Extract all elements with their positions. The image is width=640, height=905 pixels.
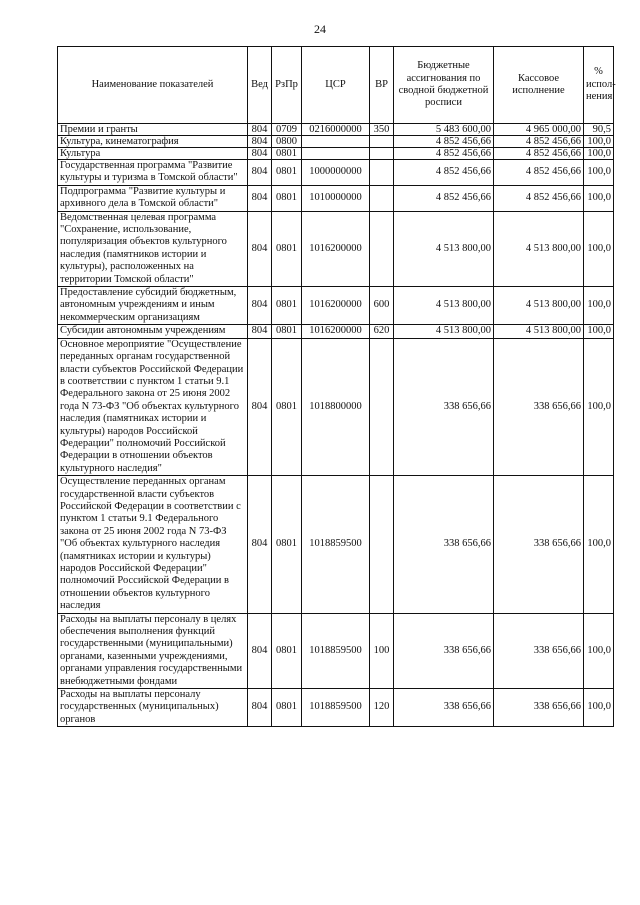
- cell-vr: [370, 476, 394, 613]
- cell-budget: 4 513 800,00: [394, 325, 494, 338]
- header-vr: ВР: [370, 47, 394, 124]
- cell-cash: 4 852 456,66: [494, 185, 584, 211]
- cell-cash: 338 656,66: [494, 476, 584, 613]
- cell-rzpr: 0801: [272, 211, 302, 286]
- cell-rzpr: 0800: [272, 136, 302, 148]
- cell-name: Осуществление переданных органам государственной власти субъектов Российской Федерации в соответствии с пунктом 1 статьи 9.1 Федерального закона от 25 июня 2002 года N 73-ФЗ "Об объектах культурного наследия (памятниках истории и культуры) народов Российской Федерации" полномочий Российской Федерации в отношении объектов культурного наследия: [58, 476, 248, 613]
- cell-ved: 804: [248, 613, 272, 688]
- header-csr: ЦСР: [302, 47, 370, 124]
- cell-vr: 350: [370, 124, 394, 136]
- cell-name: Расходы на выплаты персоналу в целях обеспечения выполнения функций государственными (муниципальными) органами, казенными учреждениями, органами управления государственными внебюджетными фондами: [58, 613, 248, 688]
- cell-vr: [370, 136, 394, 148]
- header-rzpr: РзПр: [272, 47, 302, 124]
- cell-ved: 804: [248, 124, 272, 136]
- cell-csr: 1018800000: [302, 338, 370, 475]
- cell-name: Основное мероприятие "Осуществление переданных органам государственной власти субъектов Российской Федерации в соответствии с пунктом 1 статьи 9.1 Федерального закона от 25 июня 2002 года N 73-ФЗ "Об объектах культурного наследия (памятниках истории и культуры) народов Российской Федерации" полномочий Российской Федерации в отношении объектов культурного наследия": [58, 338, 248, 475]
- cell-ved: 804: [248, 136, 272, 148]
- cell-cash: 4 513 800,00: [494, 287, 584, 325]
- cell-rzpr: 0801: [272, 689, 302, 727]
- table-row: [58, 476, 614, 613]
- cell-pct: 100,0: [584, 613, 614, 688]
- cell-csr: 1016200000: [302, 287, 370, 325]
- cell-budget: 338 656,66: [394, 689, 494, 727]
- cell-pct: 100,0: [584, 476, 614, 613]
- cell-csr: 1000000000: [302, 160, 370, 186]
- table-row: [58, 160, 614, 186]
- cell-rzpr: 0709: [272, 124, 302, 136]
- cell-ved: 804: [248, 148, 272, 160]
- cell-csr: [302, 136, 370, 148]
- cell-name: Субсидии автономным учреждениям: [58, 325, 248, 338]
- header-budget: Бюджетные ассигнования по сводной бюджетной росписи: [394, 47, 494, 124]
- table-row: [58, 136, 614, 148]
- table-row: [58, 689, 614, 727]
- cell-cash: 4 513 800,00: [494, 211, 584, 286]
- cell-name: Подпрограмма "Развитие культуры и архивного дела в Томской области": [58, 185, 248, 211]
- budget-execution-table: [57, 46, 614, 727]
- table-row: [58, 287, 614, 325]
- header-pct: % испол-нения: [584, 47, 614, 124]
- table-row: [58, 148, 614, 160]
- cell-vr: [370, 185, 394, 211]
- cell-budget: 4 852 456,66: [394, 160, 494, 186]
- cell-cash: 4 852 456,66: [494, 160, 584, 186]
- cell-name: Ведомственная целевая программа "Сохранение, использование, популяризация объектов культурного наследия (памятников истории и культуры), расположенных на территории Томской области": [58, 211, 248, 286]
- cell-ved: 804: [248, 160, 272, 186]
- cell-csr: 1018859500: [302, 613, 370, 688]
- cell-rzpr: 0801: [272, 148, 302, 160]
- table-row: [58, 124, 614, 136]
- cell-name: Расходы на выплаты персоналу государственных (муниципальных) органов: [58, 689, 248, 727]
- cell-pct: 100,0: [584, 338, 614, 475]
- cell-cash: 4 965 000,00: [494, 124, 584, 136]
- cell-vr: 620: [370, 325, 394, 338]
- cell-ved: 804: [248, 325, 272, 338]
- page-number: 24: [314, 22, 326, 36]
- cell-vr: 100: [370, 613, 394, 688]
- cell-name: Премии и гранты: [58, 124, 248, 136]
- cell-pct: 100,0: [584, 160, 614, 186]
- cell-ved: 804: [248, 185, 272, 211]
- header-name: Наименование показателей: [58, 47, 248, 124]
- cell-csr: 1018859500: [302, 689, 370, 727]
- cell-pct: 100,0: [584, 211, 614, 286]
- cell-budget: 338 656,66: [394, 338, 494, 475]
- table-row: [58, 185, 614, 211]
- table-header-row: [58, 47, 614, 124]
- cell-pct: 100,0: [584, 185, 614, 211]
- cell-vr: [370, 160, 394, 186]
- cell-budget: 4 852 456,66: [394, 136, 494, 148]
- cell-ved: 804: [248, 689, 272, 727]
- cell-csr: [302, 148, 370, 160]
- table-row: [58, 211, 614, 286]
- cell-pct: 100,0: [584, 136, 614, 148]
- cell-budget: 5 483 600,00: [394, 124, 494, 136]
- cell-cash: 338 656,66: [494, 689, 584, 727]
- cell-csr: 1016200000: [302, 211, 370, 286]
- cell-name: Предоставление субсидий бюджетным, автономным учреждениям и иным некоммерческим организациям: [58, 287, 248, 325]
- cell-budget: 338 656,66: [394, 613, 494, 688]
- cell-pct: 100,0: [584, 287, 614, 325]
- cell-cash: 4 852 456,66: [494, 148, 584, 160]
- cell-csr: 0216000000: [302, 124, 370, 136]
- cell-rzpr: 0801: [272, 160, 302, 186]
- cell-pct: 100,0: [584, 689, 614, 727]
- cell-vr: [370, 211, 394, 286]
- cell-ved: 804: [248, 476, 272, 613]
- cell-budget: 4 513 800,00: [394, 211, 494, 286]
- cell-csr: 1018859500: [302, 476, 370, 613]
- cell-name: Культура: [58, 148, 248, 160]
- header-cash: Кассовое исполнение: [494, 47, 584, 124]
- cell-name: Культура, кинематография: [58, 136, 248, 148]
- cell-budget: 4 852 456,66: [394, 148, 494, 160]
- header-ved: Вед: [248, 47, 272, 124]
- cell-rzpr: 0801: [272, 338, 302, 475]
- cell-pct: 90,5: [584, 124, 614, 136]
- cell-csr: 1010000000: [302, 185, 370, 211]
- cell-rzpr: 0801: [272, 185, 302, 211]
- cell-budget: 338 656,66: [394, 476, 494, 613]
- cell-budget: 4 513 800,00: [394, 287, 494, 325]
- cell-cash: 4 513 800,00: [494, 325, 584, 338]
- cell-csr: 1016200000: [302, 325, 370, 338]
- cell-ved: 804: [248, 287, 272, 325]
- cell-budget: 4 852 456,66: [394, 185, 494, 211]
- cell-ved: 804: [248, 211, 272, 286]
- cell-cash: 338 656,66: [494, 338, 584, 475]
- cell-rzpr: 0801: [272, 613, 302, 688]
- cell-cash: 4 852 456,66: [494, 136, 584, 148]
- cell-pct: 100,0: [584, 325, 614, 338]
- cell-vr: [370, 148, 394, 160]
- table-row: [58, 325, 614, 338]
- cell-name: Государственная программа "Развитие культуры и туризма в Томской области": [58, 160, 248, 186]
- cell-ved: 804: [248, 338, 272, 475]
- cell-vr: 600: [370, 287, 394, 325]
- cell-pct: 100,0: [584, 148, 614, 160]
- table-row: [58, 613, 614, 688]
- cell-cash: 338 656,66: [494, 613, 584, 688]
- cell-rzpr: 0801: [272, 287, 302, 325]
- cell-vr: 120: [370, 689, 394, 727]
- cell-rzpr: 0801: [272, 476, 302, 613]
- table-row: [58, 338, 614, 475]
- cell-rzpr: 0801: [272, 325, 302, 338]
- cell-vr: [370, 338, 394, 475]
